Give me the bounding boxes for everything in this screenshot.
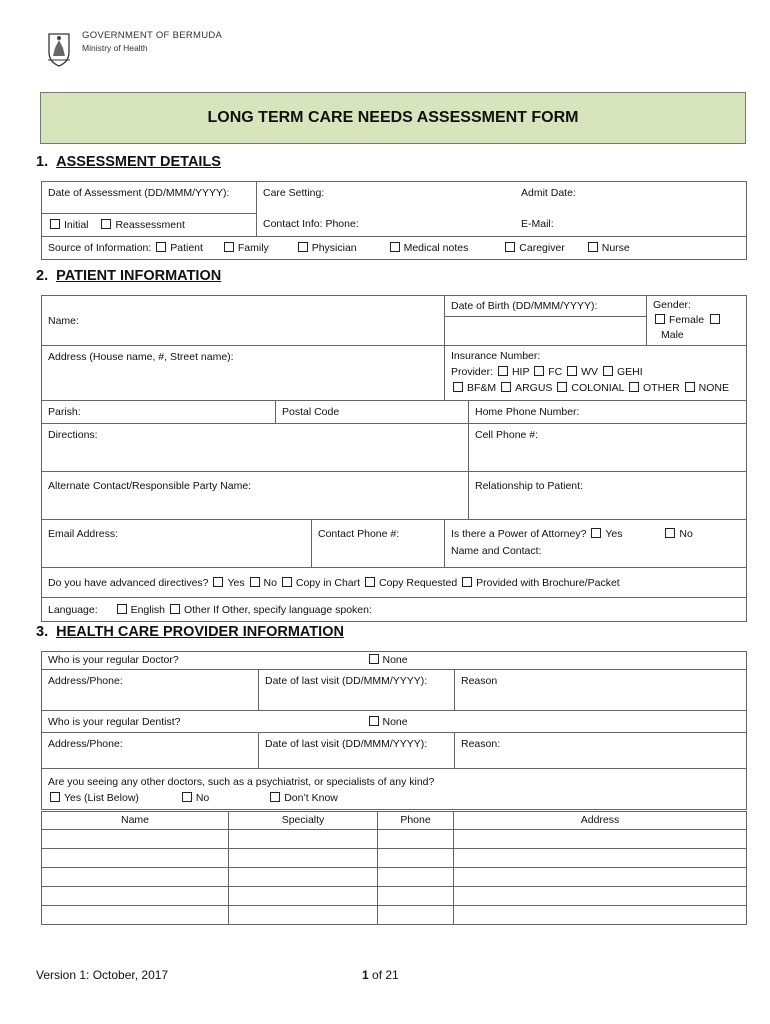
cell[interactable] [42,906,229,925]
no-option: No [195,792,210,804]
label: Home Phone Number: [475,406,580,418]
cell[interactable] [229,868,378,887]
checkbox[interactable] [101,219,111,229]
other-doctors-question: Are you seeing any other doctors, such as a psychiatrist, or specialists of any kind? [48,776,435,788]
checkbox[interactable] [365,577,375,587]
checkbox[interactable] [567,366,577,376]
cell[interactable] [42,868,229,887]
section-1-heading [36,154,221,170]
checkbox[interactable] [655,314,665,324]
source-option: Medical notes [403,242,469,254]
provider-option: WV [581,366,599,378]
checkbox[interactable] [588,242,598,252]
label: Date of Birth (DD/MMM/YYYY): [451,300,598,312]
table-row [42,830,747,849]
source-of-information [42,237,747,260]
none-option: None [382,716,408,728]
contact-phone-field[interactable] [312,520,445,568]
checkbox[interactable] [156,242,166,252]
provider-option: HIP [511,366,530,378]
reassessment-option: Reassessment [115,219,185,231]
advanced-directives-field [42,568,747,598]
language-field [42,598,747,622]
female-option: Female [669,314,705,326]
label: Address/Phone: [48,675,123,687]
admit-date-field[interactable]: Admit Date: [521,187,576,199]
checkbox[interactable] [501,382,511,392]
label: Reason: [461,738,501,750]
doctor-reason-field[interactable] [455,670,747,711]
checkbox[interactable] [498,366,508,376]
health-care-provider-table [41,651,747,810]
yes-option: Yes [605,528,623,540]
checkbox[interactable] [453,382,463,392]
ministry-name: Ministry of Health [82,43,148,53]
section-number: 2. [36,268,49,284]
initial-option: Initial [64,219,89,231]
date-of-assessment-field[interactable] [42,182,257,214]
cell-phone-field[interactable] [469,424,747,472]
section-3-heading [36,624,344,640]
contact-phone-field[interactable]: Contact Info: Phone: [263,218,359,230]
insurance-number-label: Insurance Number: [451,350,541,362]
checkbox[interactable] [534,366,544,376]
poa-question: Is there a Power of Attorney? [451,528,587,540]
dentist-address-phone-field[interactable] [42,733,259,769]
home-phone-field[interactable] [469,401,747,424]
provider-option: ARGUS [515,382,553,394]
version-label: Version 1: October, 2017 [36,968,169,982]
cell[interactable] [229,906,378,925]
section-title: HEALTH CARE PROVIDER INFORMATION [56,624,344,640]
no-option: No [679,528,693,540]
table-row [42,906,747,925]
label: Contact Phone #: [318,528,400,540]
checkbox[interactable] [591,528,601,538]
provider-option: NONE [698,382,730,394]
checkbox[interactable] [603,366,613,376]
checkbox[interactable] [710,314,720,324]
provider-option: FC [548,366,563,378]
checkbox[interactable] [117,604,127,614]
table-row [42,868,747,887]
care-setting-block [257,182,747,237]
label: Parish: [48,406,81,418]
postal-code-field[interactable] [276,401,469,424]
section-title: ASSESSMENT DETAILS [56,154,221,170]
other-option: Other [183,603,211,616]
assessment-type [42,214,257,237]
gender-field [647,296,747,346]
source-option: Caregiver [519,242,565,254]
other-doctors-row [42,769,747,810]
male-option: Male [661,329,684,341]
cell[interactable] [454,849,747,868]
column-header-address: Address [454,812,747,830]
checkbox[interactable] [282,577,292,587]
label: Date of Assessment (DD/MMM/YYYY): [48,187,230,199]
table-row [42,849,747,868]
label: Address/Phone: [48,738,123,750]
advanced-directives-question: Do you have advanced directives? [48,576,209,589]
label: Relationship to Patient: [475,480,583,492]
cell[interactable] [378,849,454,868]
cell[interactable] [378,906,454,925]
cell[interactable] [454,868,747,887]
checkbox[interactable] [665,528,675,538]
checkbox[interactable] [270,792,280,802]
language-label: Language: [48,603,98,616]
section-2-heading [36,268,221,284]
ad-option: Copy Requested [378,576,458,589]
label: Postal Code [282,406,340,418]
cell[interactable] [454,887,747,906]
checkbox[interactable] [50,792,60,802]
care-setting-field[interactable]: Care Setting: [263,187,325,199]
label: Cell Phone #: [475,429,539,441]
insurance-field [445,346,747,401]
gender-label: Gender: [653,299,691,311]
checkbox[interactable] [213,577,223,587]
provider-option: GEHI [616,366,643,378]
cell[interactable] [378,830,454,849]
cell[interactable] [229,830,378,849]
cell[interactable] [454,830,747,849]
checkbox[interactable] [557,382,567,392]
checkbox[interactable] [390,242,400,252]
checkbox[interactable] [629,382,639,392]
table-row [42,887,747,906]
provider-option: COLONIAL [571,382,625,394]
checkbox[interactable] [298,242,308,252]
cell[interactable] [229,849,378,868]
checkbox[interactable] [685,382,695,392]
label: Alternate Contact/Responsible Party Name: [48,480,252,492]
label: Directions: [48,429,98,441]
label: Date of last visit (DD/MMM/YYYY): [265,738,428,750]
dentist-reason-field[interactable] [455,733,747,769]
email-field[interactable]: E-Mail: [521,218,554,230]
provider-option: OTHER [643,382,680,394]
cell[interactable] [229,887,378,906]
government-name: GOVERNMENT OF BERMUDA [82,30,223,41]
source-option: Patient [170,242,203,254]
ad-option: Provided with Brochure/Packet [476,576,620,589]
email-address-field[interactable] [42,520,312,568]
dob-field[interactable] [445,296,647,346]
provider-label: Provider: [451,366,494,378]
label: Date of last visit (DD/MMM/YYYY): [265,675,428,687]
provider-option: BF&M [467,382,497,394]
parish-field[interactable] [42,401,276,424]
checkbox[interactable] [50,219,60,229]
regular-dentist-question[interactable]: Who is your regular Dentist? [48,716,181,728]
ad-option: Copy in Chart [295,576,361,589]
checkbox[interactable] [170,604,180,614]
source-label: Source of Information: [48,242,152,254]
none-option: None [382,654,408,666]
cell[interactable] [42,849,229,868]
ad-option: No [263,576,277,589]
doctor-address-phone-field[interactable] [42,670,259,711]
bermuda-crest-logo [46,30,72,68]
other-doctors-table [41,811,747,925]
column-header-name: Name [42,812,229,830]
other-specify-field[interactable]: If Other, specify language spoken: [213,603,372,616]
power-of-attorney-field [445,520,747,568]
dont-know-option: Don’t Know [284,792,338,804]
source-option: Nurse [601,242,630,254]
checkbox[interactable] [462,577,472,587]
checkbox[interactable] [505,242,515,252]
alternate-contact-field[interactable] [42,472,469,520]
source-option: Physician [311,242,357,254]
checkbox[interactable] [182,792,192,802]
label: Address (House name, #, Street name): [48,351,234,363]
cell[interactable] [378,887,454,906]
current-page: 1 [362,968,369,982]
name-field[interactable] [42,296,445,346]
label: Email Address: [48,528,119,540]
page-total: of 21 [372,968,399,982]
cell[interactable] [454,906,747,925]
section-number: 1. [36,154,49,170]
label: Name: [48,314,79,327]
checkbox[interactable] [224,242,234,252]
english-option: English [130,603,166,616]
address-field[interactable] [42,346,445,401]
column-header-phone: Phone [378,812,454,830]
checkbox[interactable] [369,654,379,664]
cell[interactable] [42,887,229,906]
page-number [362,968,399,982]
checkbox[interactable] [369,716,379,726]
cell[interactable] [378,868,454,887]
source-option: Family [237,242,269,254]
relationship-field[interactable] [469,472,747,520]
section-number: 3. [36,624,49,640]
yes-list-option: Yes (List Below) [64,792,139,804]
label: Reason [461,675,498,687]
doctor-last-visit-field[interactable] [259,670,455,711]
column-header-specialty: Specialty [229,812,378,830]
regular-dentist-row [42,711,747,733]
cell[interactable] [42,830,229,849]
directions-field[interactable] [42,424,469,472]
regular-doctor-row [42,652,747,670]
checkbox[interactable] [250,577,260,587]
form-title: LONG TERM CARE NEEDS ASSESSMENT FORM [40,92,746,144]
name-and-contact-label: Name and Contact: [451,545,542,557]
dentist-last-visit-field[interactable] [259,733,455,769]
assessment-details-table [41,181,747,260]
section-title: PATIENT INFORMATION [56,268,222,284]
regular-doctor-question[interactable]: Who is your regular Doctor? [48,654,179,666]
patient-information-table [41,295,747,622]
ad-option: Yes [227,576,245,589]
